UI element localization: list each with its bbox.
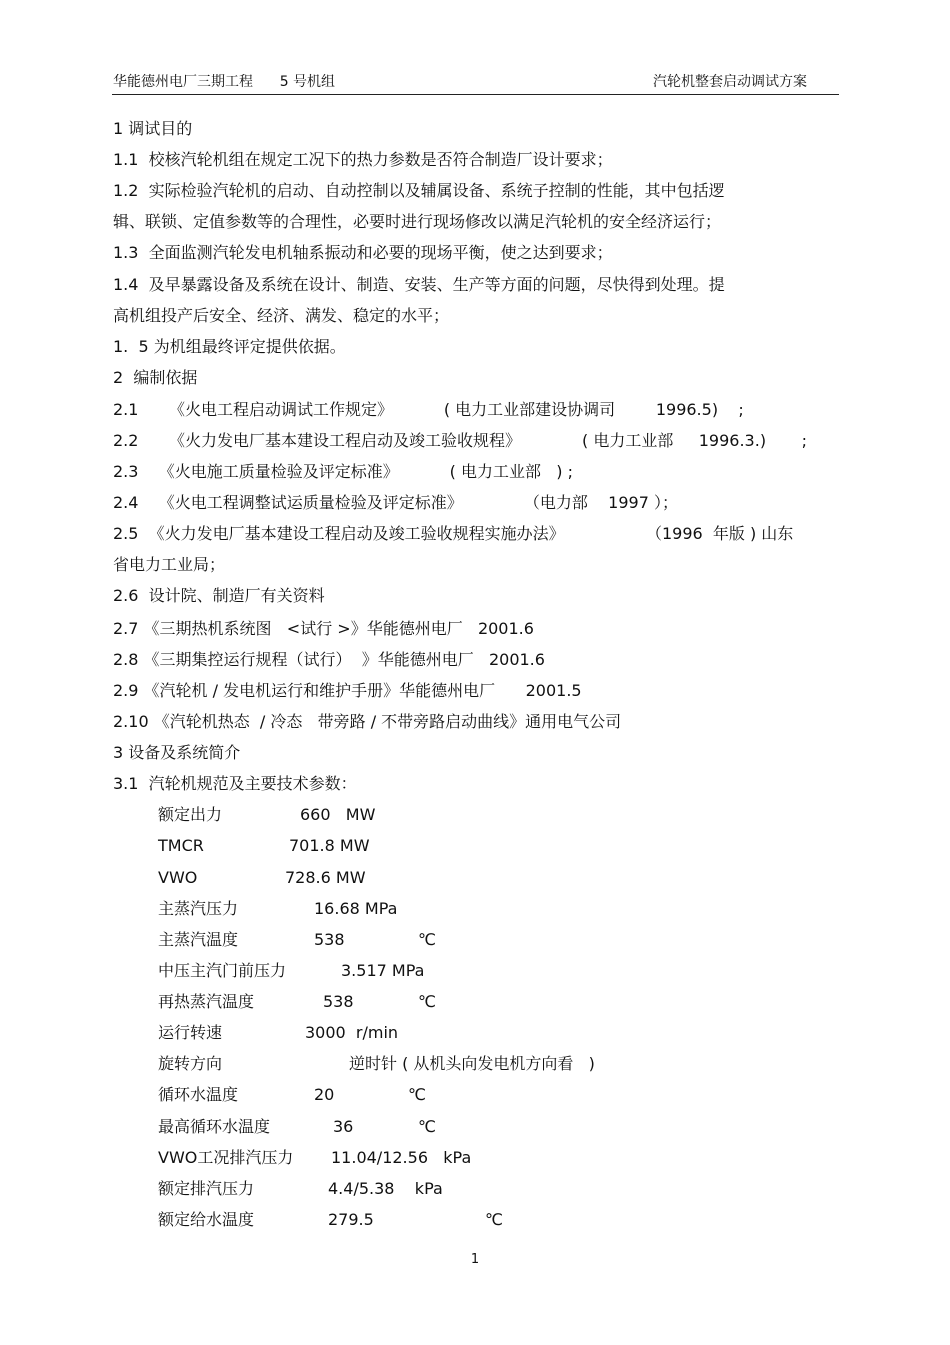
param-name: VWO xyxy=(158,868,198,887)
section-heading: 2 编制依据 xyxy=(113,368,198,387)
param-value: 3.517 MPa xyxy=(341,961,425,980)
param-value: 11.04/12.56 kPa xyxy=(331,1148,472,1167)
param-value: 538 xyxy=(314,930,345,949)
param-value: 660 MW xyxy=(300,805,376,824)
reference-line: 2.7 《三期热机系统图 <试行 >》华能德州电厂 2001.6 xyxy=(113,619,534,638)
param-name: 主蒸汽温度 xyxy=(158,930,239,949)
param-value: 逆时针 ( 从机头向发电机方向看 ) xyxy=(349,1054,595,1073)
param-unit: ℃ xyxy=(418,1117,436,1136)
param-name: 旋转方向 xyxy=(158,1054,223,1073)
param-unit: ℃ xyxy=(408,1085,426,1104)
reference-line: 2.3 《火电施工质量检验及评定标准》 ( 电力工业部 ) ; xyxy=(113,462,573,481)
reference-line: 2.6 设计院、制造厂有关资料 xyxy=(113,586,325,605)
reference-line: 2.9 《汽轮机 / 发电机运行和维护手册》华能德州电厂 2001.5 xyxy=(113,681,582,700)
param-value: 4.4/5.38 kPa xyxy=(328,1179,443,1198)
body-line: 1. 5 为机组最终评定提供依据。 xyxy=(113,337,346,356)
param-unit: ℃ xyxy=(418,992,436,1011)
reference-line: 2.1 《火电工程启动调试工作规定》 ( 电力工业部建设协调司 1996.5) ; xyxy=(113,400,744,419)
param-name: 运行转速 xyxy=(158,1023,223,1042)
param-value: 36 xyxy=(333,1117,354,1136)
param-value: 701.8 MW xyxy=(289,836,370,855)
reference-line: 2.5 《火力发电厂基本建设工程启动及竣工验收规程实施办法》 （1996 年版 ) 山东 xyxy=(113,524,794,543)
param-value: 3000 r/min xyxy=(305,1023,399,1042)
body-line: 高机组投产后安全、经济、满发、稳定的水平； xyxy=(113,306,450,325)
param-value: 728.6 MW xyxy=(285,868,366,887)
param-name: 额定排汽压力 xyxy=(158,1179,255,1198)
param-name: 主蒸汽压力 xyxy=(158,899,239,918)
body-line: 1.1 校核汽轮机组在规定工况下的热力参数是否符合制造厂设计要求； xyxy=(113,150,613,169)
subsection-heading: 3.1 汽轮机规范及主要技术参数： xyxy=(113,774,357,793)
reference-line: 省电力工业局； xyxy=(113,555,226,574)
reference-line: 2.2 《火力发电厂基本建设工程启动及竣工验收规程》 ( 电力工业部 1996.3.) ; xyxy=(113,431,808,450)
param-name: 循环水温度 xyxy=(158,1085,239,1104)
reference-line: 2.4 《火电工程调整试运质量检验及评定标准》 （电力部 1997 ）； xyxy=(113,493,678,512)
param-name: 额定给水温度 xyxy=(158,1210,255,1229)
header-left-title: 华能德州电厂三期工程 5 号机组 xyxy=(113,74,336,90)
reference-line: 2.8 《三期集控运行规程（试行） 》华能德州电厂 2001.6 xyxy=(113,650,545,669)
header-right-title: 汽轮机整套启动调试方案 xyxy=(653,74,807,90)
body-line: 1.3 全面监测汽轮发电机轴系振动和必要的现场平衡，使之达到要求； xyxy=(113,243,613,262)
param-name: 最高循环水温度 xyxy=(158,1117,271,1136)
body-line: 1.2 实际检验汽轮机的启动、自动控制以及辅属设备、系统子控制的性能，其中包括逻 xyxy=(113,181,725,200)
body-line: 1.4 及早暴露设备及系统在设计、制造、安装、生产等方面的问题，尽快得到处理。提 xyxy=(113,275,725,294)
section-heading: 1 调试目的 xyxy=(113,119,193,138)
section-heading: 3 设备及系统简介 xyxy=(113,743,241,762)
reference-line: 2.10 《汽轮机热态 / 冷态 带旁路 / 不带旁路启动曲线》通用电气公司 xyxy=(113,712,622,731)
param-value: 16.68 MPa xyxy=(314,899,398,918)
page-number: 1 xyxy=(470,1252,480,1267)
header-rule xyxy=(112,94,839,95)
param-value: 20 xyxy=(314,1085,335,1104)
param-name: 额定出力 xyxy=(158,805,223,824)
param-value: 279.5 xyxy=(328,1210,374,1229)
param-name: 中压主汽门前压力 xyxy=(158,961,287,980)
param-value: 538 xyxy=(323,992,354,1011)
body-line: 辑、联锁、定值参数等的合理性，必要时进行现场修改以满足汽轮机的安全经济运行； xyxy=(113,212,722,231)
param-name: VWO工况排汽压力 xyxy=(158,1148,294,1167)
param-unit: ℃ xyxy=(485,1210,503,1229)
param-name: 再热蒸汽温度 xyxy=(158,992,255,1011)
param-name: TMCR xyxy=(158,836,204,855)
param-unit: ℃ xyxy=(418,930,436,949)
